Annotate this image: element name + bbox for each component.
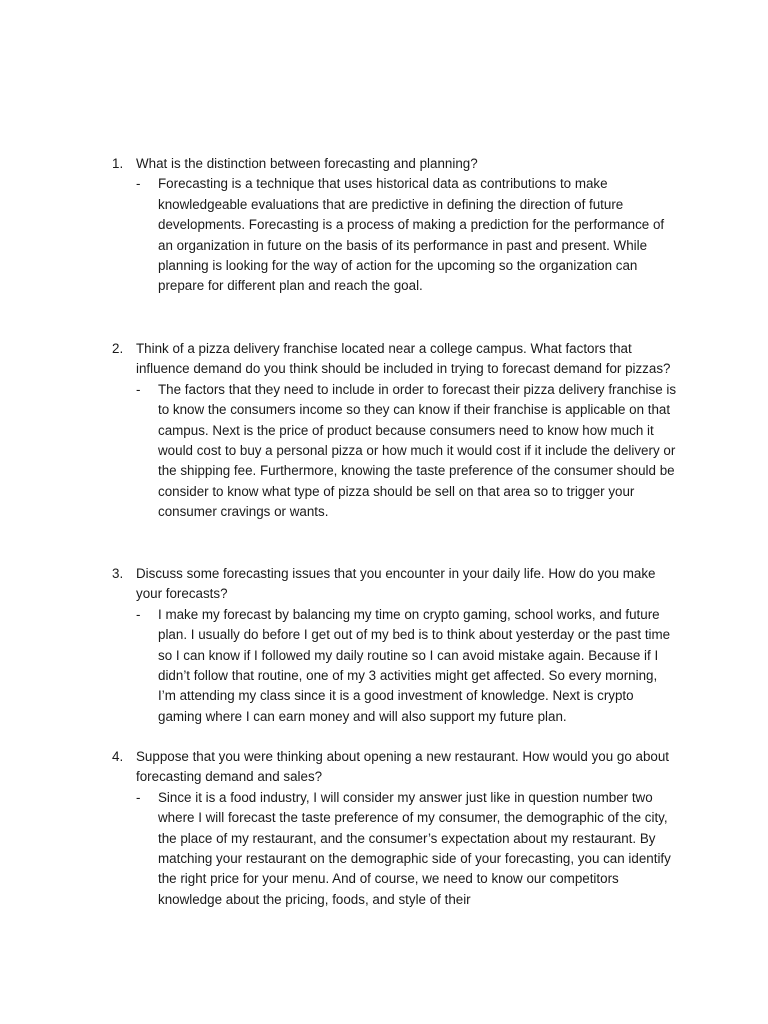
question-4: [112, 747, 678, 788]
answer-text: Since it is a food industry, I will consider my answer just like in question number two where I will forecast the taste preference of my consumer, the demographic of the city, the place of my restaurant, and the consumer’s expectation about my restaurant. By matching your restaurant on the demographic side of your forecasting, you can identify the right price for your menu. And of course, we need to know our competitors knowledge about the pricing, foods, and style of their: [158, 789, 671, 907]
answer-text: Forecasting is a technique that uses historical data as contributions to make knowledgeable evaluations that are predictive in defining the direction of future developments. Forecasting is a process of making a prediction for the performance of an organization in future on the basis of its performance in past and present. While planning is looking for the way of action for the upcoming so the organization can prepare for different plan and reach the goal.: [158, 176, 665, 294]
answer-bullet: -: [136, 789, 141, 805]
question-text: Discuss some forecasting issues that you encounter in your daily life. How do you make your forecasts?: [136, 566, 656, 602]
qa-item-4: [112, 747, 678, 910]
answer-3: [136, 605, 678, 727]
question-3: [112, 564, 678, 605]
question-text: What is the distinction between forecasting and planning?: [136, 156, 478, 171]
answer-4: [136, 788, 678, 910]
answer-2: [136, 380, 678, 523]
question-1: [112, 154, 678, 174]
qa-item-3: [112, 564, 678, 727]
question-number: 4.: [112, 749, 124, 764]
question-number: 2.: [112, 341, 124, 356]
question-text: Think of a pizza delivery franchise located near a college campus. What factors that influence demand do you think should be included in trying to forecast demand for pizzas?: [136, 341, 671, 377]
answer-bullet: -: [136, 606, 141, 622]
qa-item-2: [112, 339, 678, 523]
answer-bullet: -: [136, 381, 141, 397]
answer-text: The factors that they need to include in order to forecast their pizza delivery franchise is to know the consumers income so they can know if their franchise is applicable on that campus. Next is the price of product because consumers need to know how much it would cost to buy a personal pizza or how much it would cost if it include the delivery or the shipping fee. Furthermore, knowing the taste preference of the consumer should be consider to know what type of pizza should be sell on that area so to trigger your consumer cravings or wants.: [158, 381, 677, 520]
answer-1: [136, 174, 678, 296]
question-text: Suppose that you were thinking about opening a new restaurant. How would you go about forecasting demand and sales?: [136, 749, 670, 785]
question-number: 1.: [112, 156, 124, 171]
qa-item-1: [112, 154, 678, 297]
answer-bullet: -: [136, 176, 141, 192]
question-2: [112, 339, 678, 380]
answer-text: I make my forecast by balancing my time on crypto gaming, school works, and future plan. I usually do before I get out of my bed is to think about yesterday or the past time so I can know if I followed my daily routine so I can avoid mistake again. Because if I didn’t follow that routine, one of my 3 activities might get affected. So every morning, I’m attending my class since it is a good investment of knowledge. Next is crypto gaming where I can earn money and will also support my future plan.: [158, 606, 671, 724]
question-number: 3.: [112, 566, 124, 581]
